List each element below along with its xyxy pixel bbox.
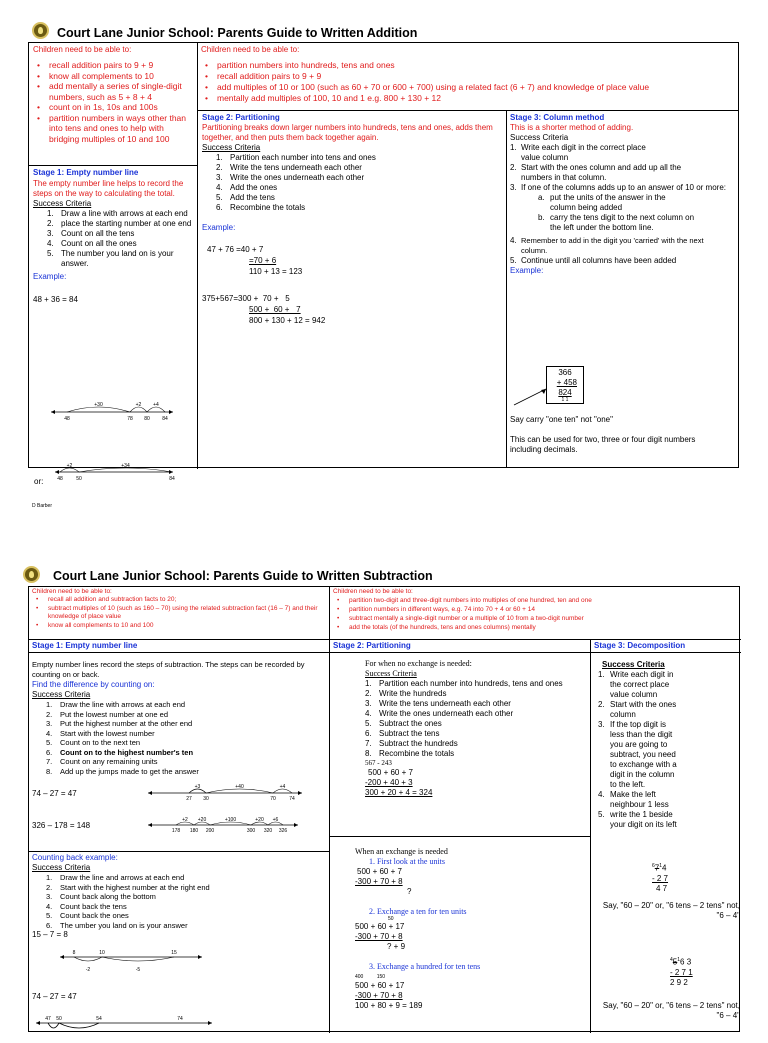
number-line-2: [33, 456, 193, 496]
exchange-small-numbers: [333, 974, 588, 981]
school-logo: [32, 22, 49, 39]
jump-label: +40: [235, 784, 244, 790]
step-item: 1. Draw the line with arrows at each end: [46, 700, 186, 709]
arrow-head: [148, 791, 152, 795]
tick-label: 78: [127, 416, 133, 422]
step-item: 6. Recombine the totals: [216, 203, 306, 212]
step-item: 3. Put the highest number at the other end: [46, 719, 193, 728]
tick-label: 47: [45, 1016, 51, 1022]
exchange-small-number: 150: [376, 974, 386, 980]
step-item: 1. Draw a line with arrows at each end: [47, 209, 188, 218]
number-line-2: [128, 811, 298, 841]
example-line: 500 + 60 + 17: [355, 981, 405, 990]
arrow-head: [148, 823, 152, 827]
jump-arc: [74, 957, 102, 961]
step-item: 5. The number you land on is your answer.: [47, 249, 174, 268]
or-label: or:: [34, 477, 44, 486]
exchange-digit: 1: [677, 957, 681, 963]
tick-label: 74: [177, 1016, 183, 1022]
example-line: -300 + 70 + 8: [355, 991, 403, 1000]
requirement-item: • mentally add multiples of 100, 10 and 1 e.g. 800 + 130 + 12: [201, 93, 737, 104]
stage-heading: Stage 3: Decomposition: [594, 641, 686, 650]
exchange-digit: 5: [672, 957, 678, 967]
success-criteria-label: Success Criteria: [33, 199, 92, 208]
step-item: 2. Write the hundreds: [365, 689, 447, 698]
requirements-heading: Children need to be able to:: [32, 588, 112, 595]
tick-label: 300: [246, 828, 256, 834]
exchange-digit: 4: [662, 863, 667, 873]
carry-digits: 1 1: [561, 397, 569, 403]
requirements-heading: Children need to be able to:: [333, 588, 413, 595]
step-item: 7. Subtract the hundreds: [365, 739, 458, 748]
jump-label: -2: [85, 967, 91, 973]
example-line: 500 + 60 + 17: [355, 922, 405, 931]
stage-heading: Stage 1: Empty number line: [33, 168, 139, 177]
arrow-head: [294, 823, 298, 827]
place-value-note: Say, "60 – 20" or, "6 tens – 2 tens" not, "6 – 4": [602, 1001, 740, 1020]
example-equation: 15 – 7 = 8: [32, 930, 68, 939]
step-item: 5. write the 1 beside your digit on its left: [598, 810, 677, 829]
column-line: 366: [558, 368, 572, 377]
decomposition-example-2: [670, 955, 710, 988]
arrow-head: [198, 955, 202, 959]
requirements-list: [333, 596, 739, 632]
example-line: -300 + 70 + 8: [355, 877, 403, 886]
jump-label: +3: [194, 784, 201, 790]
requirement-item: • know all complements to 10: [33, 71, 195, 82]
number-line-3: [42, 945, 212, 985]
step-item: 2. Start with the ones column: [598, 700, 677, 719]
exchange-step-1: 1. First look at the units: [369, 857, 445, 866]
example-equation: 74 – 27 = 47: [32, 789, 77, 798]
step-item: 5. Subtract the ones: [365, 719, 442, 728]
jump-label: +20: [197, 817, 207, 823]
step-item: 4. Make the left neighbour 1 less: [598, 790, 669, 809]
exchange-digit: 6: [652, 863, 655, 869]
jump-arc: [59, 1023, 99, 1028]
stage-heading: Stage 2: Partitioning: [202, 113, 280, 122]
exchange-digit: 4: [670, 957, 673, 963]
success-criteria-label: Success Criteria: [365, 669, 417, 678]
step-item: 1. Partition each number into tens and ones: [216, 153, 376, 162]
requirement-item: • partition numbers in ways other than into tens and ones to help with bridging multiples of 10 and 100: [33, 113, 195, 145]
step-item: 3. Count on all the tens: [47, 229, 135, 238]
jump-label: -5: [135, 967, 141, 973]
jump-label: +2: [182, 817, 188, 823]
subtraction-counting-back: [32, 853, 327, 1033]
tick-label: 84: [169, 476, 175, 482]
number-line-1: [142, 779, 312, 809]
step-item: 3. Write the tens underneath each other: [365, 699, 511, 708]
substep-text: carry the tens digit to the next column on the left under the bottom line.: [550, 213, 695, 232]
step-item: 2. Start with the highest number at the right end: [46, 882, 210, 892]
tick-label: 180: [189, 828, 199, 834]
requirement-item: • partition two-digit and three-digit numbers into multiples of one hundred, ten and one: [333, 596, 739, 605]
example-line: 375+567=300 + 70 + 5: [202, 294, 290, 303]
example-line: 300 + 20 + 4 = 324: [365, 788, 433, 797]
example-1: [202, 245, 504, 281]
arrow-head: [169, 410, 173, 414]
tick-label: 326: [278, 828, 288, 834]
step-text: Start with the ones column and add up all the numbers in that column.: [521, 163, 682, 182]
answer-line: 2 9 2: [670, 977, 688, 987]
tick-label: 8: [72, 950, 76, 956]
subtraction-stage1: [32, 657, 327, 850]
step-item: 2. Write the tens underneath each other: [216, 163, 362, 172]
step-item: 4. Add the ones: [216, 183, 278, 192]
requirement-item: • know all complements to 10 and 100: [32, 622, 328, 631]
tick-label: 10: [99, 950, 105, 956]
exchange-small-number: 50: [388, 916, 394, 922]
step-item: 4. Write the ones underneath each other: [365, 709, 514, 718]
subtraction-stage3: [594, 655, 740, 1031]
step-item: 2. place the starting number at one end: [47, 219, 192, 228]
addition-stage1: [33, 168, 195, 486]
example-line: 500 + 60 + 7: [249, 305, 301, 314]
requirements-list: [201, 60, 737, 104]
success-criteria-label: Success Criteria: [32, 690, 91, 699]
subtraction-stage2: [333, 655, 588, 835]
example-line: 800 + 130 + 12 = 942: [249, 316, 326, 325]
step-item: 7. Count on any remaining units: [46, 757, 158, 766]
step-item: 5. Count on to the next ten: [46, 738, 141, 747]
tick-label: 70: [270, 796, 276, 802]
step-item: 5. Add the tens: [216, 193, 275, 202]
requirement-item: • add mentally a series of single-digit numbers, such as 5 + 8 + 4: [33, 81, 195, 102]
tick-label: 178: [171, 828, 181, 834]
stage-heading: Stage 3: Column method: [510, 113, 605, 122]
jump-label: +2: [66, 463, 73, 469]
step-text: Continue until all columns have been added: [521, 256, 677, 265]
find-difference-label: Find the difference by counting on:: [32, 680, 155, 689]
subtraction-exchange: [333, 839, 588, 1033]
requirement-item: • subtract mentally a single-digit number or a multiple of 10 from a two-digit number: [333, 614, 739, 623]
tick-label: 84: [162, 416, 168, 422]
tick-label: 48: [64, 416, 70, 422]
step-item: 4. Count on all the ones: [47, 239, 137, 248]
jump-label: +20: [255, 817, 264, 823]
step-text: Remember to add in the digit you 'carried' with the next column.: [521, 236, 704, 255]
step-item: 1. Partition each number into hundreds, tens and ones: [365, 679, 563, 688]
exchange-digit: 7: [654, 863, 660, 873]
number-line-4: [32, 1003, 222, 1043]
example-label: Example:: [33, 272, 67, 281]
step-text: If one of the columns adds up to an answer of 10 or more:: [521, 183, 727, 192]
requirement-item: • count on in 1s, 10s and 100s: [33, 102, 195, 113]
step-item: 3. Count back along the bottom: [46, 892, 156, 901]
place-value-note: Say, "60 – 20" or, "6 tens – 2 tens" not, "6 – 4": [602, 901, 740, 920]
example-line: 567 - 243: [365, 759, 392, 767]
tick-label: 320: [263, 828, 273, 834]
addition-stage3: [510, 113, 738, 467]
success-criteria-label: Success Criteria: [510, 133, 569, 142]
author-credit: D Barber: [32, 503, 53, 509]
tick-label: 200: [205, 828, 215, 834]
exchange-digit: 1: [659, 863, 663, 869]
jump-label: +4: [153, 402, 159, 408]
answer-line: 4 7: [656, 883, 668, 893]
carry-note: Say carry "one ten" not "one": [510, 415, 613, 424]
example-line: ? + 9: [387, 942, 406, 951]
requirement-item: • recall addition pairs to 9 + 9: [33, 60, 195, 71]
exchange-step-3: 3. Exchange a hundred for ten tens: [369, 962, 481, 971]
example-equation: 48 + 36 = 84: [33, 295, 78, 304]
requirement-item: • partition numbers into hundreds, tens and ones: [201, 60, 737, 71]
example-2: [202, 294, 504, 330]
jump-label: +4: [279, 784, 286, 790]
no-exchange-label: For when no exchange is needed:: [365, 659, 472, 668]
arrow-head: [36, 1021, 40, 1025]
steps-list: [333, 679, 588, 759]
steps-list: [33, 209, 195, 269]
step-item: 4. Start with the lowest number: [46, 728, 155, 738]
requirements-list: [32, 596, 328, 630]
example-line: 500 + 60 + 7: [368, 768, 413, 777]
stage-heading: Stage 1: Empty number line: [32, 641, 138, 650]
requirement-item: • partition numbers in different ways, e.g. 74 into 70 + 4 or 60 + 14: [333, 605, 739, 614]
example-equation: 74 – 27 = 47: [32, 992, 77, 1001]
tick-label: 48: [57, 476, 63, 482]
success-criteria-label: Success Criteria: [32, 863, 91, 872]
requirement-item: • add multiples of 10 or 100 (such as 60 + 70 or 600 + 700) using a related fact (6 + 7) and knowledge of place value: [201, 82, 737, 93]
tick-label: 27: [186, 796, 192, 802]
step-item: 1. Write each digit in the correct place value column: [598, 670, 674, 699]
requirement-item: • subtract multiples of 10 (such as 160 – 70) using the related subtraction fact (16 – 7) and their knowledge of place value: [32, 605, 328, 622]
example-line: 100 + 80 + 9 = 189: [355, 1001, 423, 1010]
step-item: 5. Count back the ones: [46, 911, 129, 920]
exchange-digit: 6 3: [680, 957, 692, 967]
step-item: 6. Subtract the tens: [365, 729, 440, 738]
tick-label: 15: [171, 950, 177, 956]
example-line: 500 + 60 + 7: [357, 867, 402, 876]
steps-list: [32, 700, 327, 776]
stage-intro: Partitioning breaks down larger numbers into hundreds, tens and ones, adds them together, and then puts them back together again.: [202, 123, 493, 142]
column-line: + 458: [556, 378, 577, 387]
decomposition-example-1: [652, 861, 692, 894]
example-equation: 326 – 178 = 148: [32, 821, 91, 830]
step-item: 3. If the top digit is less than the digit you are going to subtract, you need to exchange with a digit in the column to the left.: [598, 720, 677, 789]
exchange-step-2: 2. Exchange a ten for ten units: [369, 907, 467, 916]
stage-heading: Stage 2: Partitioning: [333, 641, 411, 650]
number-line-1: [33, 398, 193, 438]
step-item: 1. Draw the line and arrows at each end: [46, 873, 185, 882]
tick-label: 54: [96, 1016, 102, 1022]
step-item: 6. The umber you land on is your answer: [46, 920, 188, 930]
step-item: 8. Recombine the totals: [365, 749, 455, 758]
success-criteria-label: Success Criteria: [602, 660, 665, 669]
addition-guide-table: [28, 42, 739, 486]
requirement-item: • recall all addition and subtraction facts to 20;: [32, 596, 328, 605]
step-item: 6. Count on to the highest number's ten: [46, 747, 194, 757]
carry-arrow: [512, 385, 552, 409]
subtraction-requirements-left: [32, 588, 328, 638]
exchange-label: When an exchange is needed: [355, 847, 448, 856]
example-label: Example:: [202, 223, 236, 232]
exchange-small-number: 400: [355, 974, 364, 980]
subtraction-line: - 2 7 1: [670, 967, 693, 977]
page-title: Court Lane Junior School: Parents Guide to Written Addition: [57, 26, 418, 40]
step-item: 2. Put the lowest number at one ed: [46, 709, 168, 719]
requirements-heading: Children need to be able to:: [201, 45, 300, 54]
requirement-item: • add the totals (of the hundreds, tens and ones columns) mentally: [333, 623, 739, 632]
steps-list: 1. Write each digit in the correct place value column 2. Start with the ones column and add up all the numbers in that column. 3. If one of the columns adds up to an answer of 10 or more: a. put the units of the answer in the column being added b. carry the tens digit to the next column on the left under the bottom line. 4. Remember to add in the digit you 'carried' with the next column. 5. Continue until all columns have been added: [510, 143, 738, 266]
addition-stage2: [202, 113, 504, 467]
addition-requirements-left: [33, 45, 195, 163]
arrow-head: [51, 410, 55, 414]
counting-back-label: Counting back example:: [32, 853, 118, 862]
example-line: -300 + 70 + 8: [355, 932, 403, 941]
steps-list: [202, 153, 504, 213]
stage-intro: The empty number line helps to record the steps on the way to calculating the total.: [33, 179, 184, 198]
success-criteria-label: Success Criteria: [202, 143, 261, 152]
stage-intro: This is a shorter method of adding.: [510, 123, 634, 132]
example-line: =70 + 6: [249, 256, 277, 265]
requirements-heading: Children need to be able to:: [33, 45, 132, 54]
steps-list: [594, 670, 740, 830]
substep-text: put the units of the answer in the column being added: [550, 193, 666, 212]
jump-label: +34: [121, 463, 130, 469]
subtraction-requirements-right: [333, 588, 739, 638]
tick-label: 80: [144, 416, 150, 422]
school-logo: [23, 566, 40, 583]
page-title: Court Lane Junior School: Parents Guide to Written Subtraction: [53, 569, 433, 583]
example-line: 47 + 76 =40 + 7: [207, 245, 264, 254]
tick-label: 50: [56, 1016, 62, 1022]
addition-requirements-right: [201, 45, 737, 109]
arrow-head: [208, 1021, 212, 1025]
step-text: Write each digit in the correct place value column: [521, 143, 646, 162]
requirements-list: [33, 60, 195, 144]
example-line: 110 + 13 = 123: [249, 267, 303, 276]
tick-label: 50: [76, 476, 82, 482]
arrow-head: [60, 955, 64, 959]
tick-label: 30: [203, 796, 209, 802]
jump-label: +100: [224, 817, 237, 823]
stage-intro: Empty number lines record the steps of subtraction. The steps can be recorded by counting on or back.: [32, 660, 305, 679]
subtraction-line: - 2 7: [652, 873, 669, 883]
tick-label: 74: [289, 796, 295, 802]
step-item: 4. Count back the tens: [46, 901, 127, 911]
jump-arc: [102, 957, 174, 961]
column-line: 824: [558, 388, 572, 397]
jump-arc: [48, 1023, 59, 1028]
step-item: 3. Write the ones underneath each other: [216, 173, 365, 182]
steps-list: [32, 873, 327, 930]
step-item: 8. Add up the jumps made to get the answer: [46, 766, 199, 776]
jump-label: +30: [94, 402, 103, 408]
column-method-note: This can be used for two, three or four digit numbers including decimals.: [510, 435, 696, 454]
jump-label: +6: [272, 817, 279, 823]
example-line: -200 + 40 + 3: [365, 778, 413, 787]
arrow-head: [55, 470, 59, 474]
arrow-head: [298, 791, 302, 795]
jump-label: +2: [135, 402, 142, 408]
requirement-item: • recall addition pairs to 9 + 9: [201, 71, 737, 82]
example-line: ?: [407, 887, 412, 896]
example-label: Example:: [510, 266, 544, 275]
subtraction-guide-table: [28, 586, 740, 1032]
